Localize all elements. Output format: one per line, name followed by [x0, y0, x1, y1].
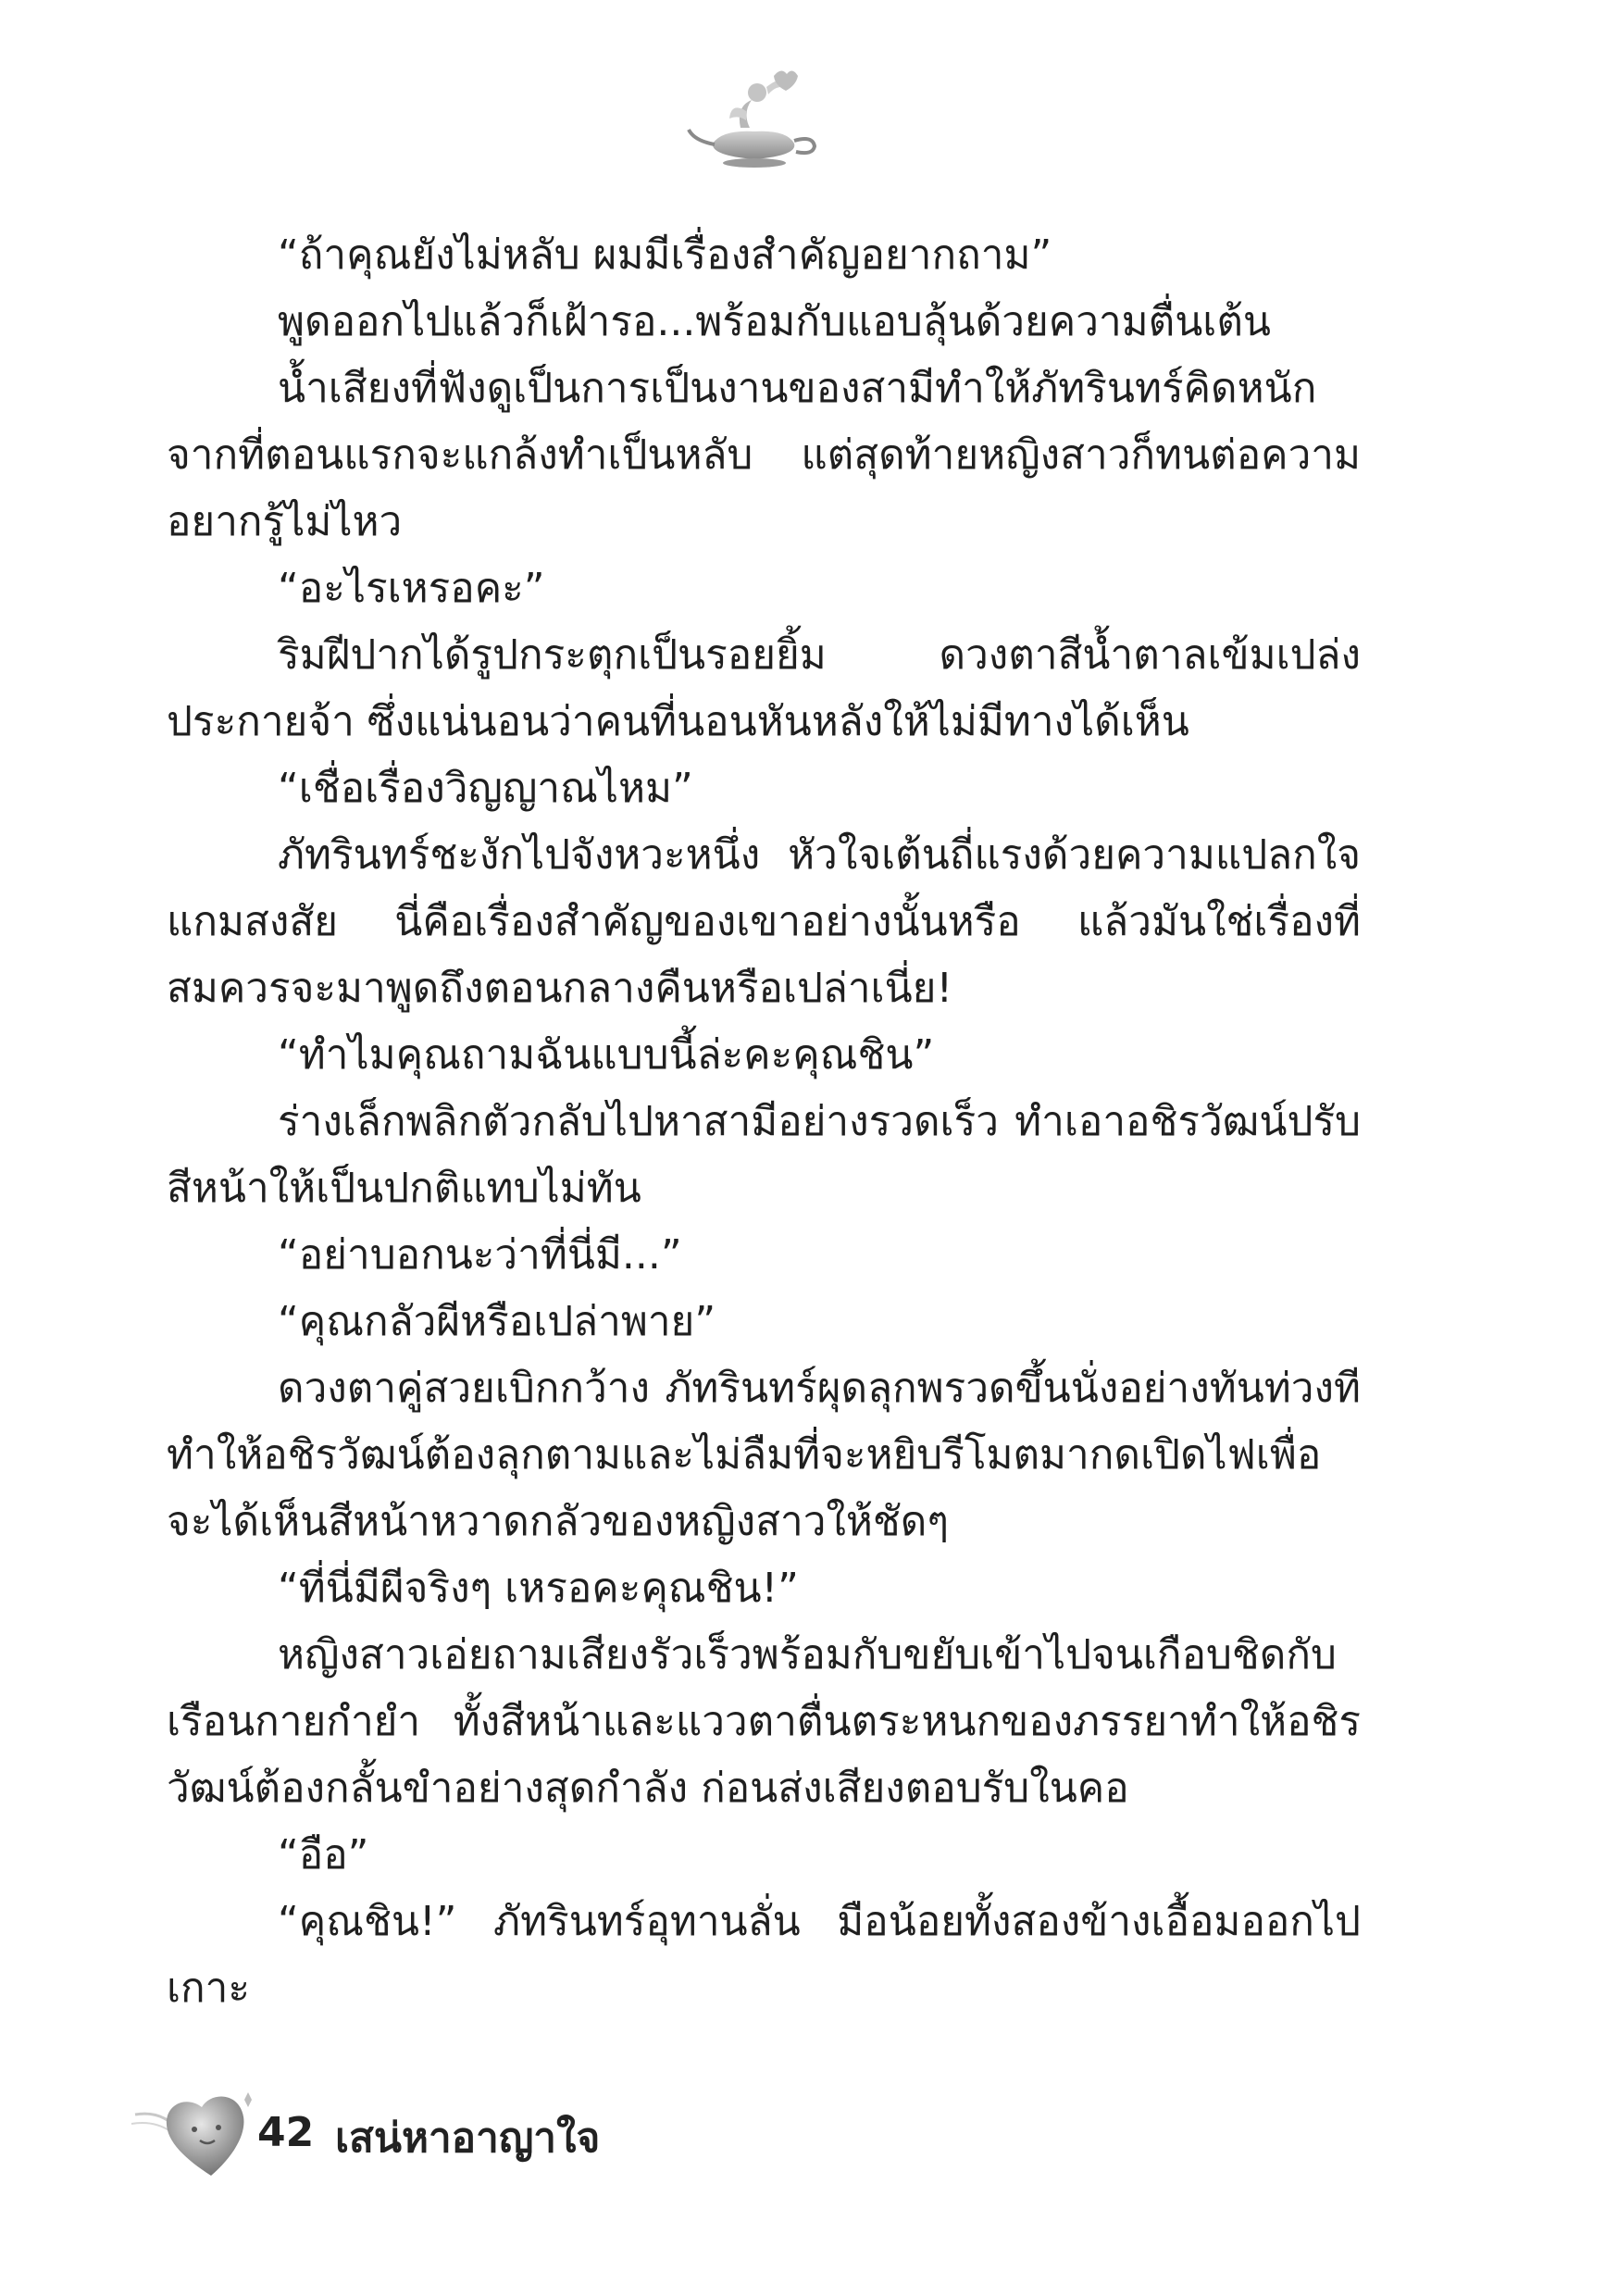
paragraph: “คุณกลัวผีหรือเปล่าพาย”: [278, 1298, 716, 1345]
paragraph: “เชื่อเรื่องวิญญาณไหม”: [278, 765, 693, 812]
paragraph: “อย่าบอกนะว่าที่นี่มี...”: [278, 1231, 682, 1279]
paragraph: “ทำไมคุณถามฉันแบบนี้ล่ะคะคุณชิน”: [278, 1031, 935, 1079]
body-text: [167, 222, 1361, 2022]
page-number: 42: [257, 2109, 315, 2156]
paragraph: หญิงสาวเอ่ยถามเสียงรัวเร็วพร้อมกับขยับเข้าไปจนเกือบชิดกับเรือนกายกำยำ ทั้งสีหน้าและแววตาตื่นตระหนกของภรรยาทำให้อชิรวัฒน์ต้องกลั้นขำอย่างสุดกำลัง ก่อนส่งเสียงตอบรับในคอ: [167, 1631, 1361, 1812]
paragraph: “ถ้าคุณยังไม่หลับ ผมมีเรื่องสำคัญอยากถาม”: [278, 231, 1052, 279]
book-title: เสน่หาอาญาใจ: [335, 2115, 601, 2162]
paragraph: “ที่นี่มีผีจริงๆ เหรอคะคุณชิน!”: [278, 1565, 799, 1612]
paragraph: “คุณชิน!” ภัทรินทร์อุทานลั่น มือน้อยทั้งสองข้างเอื้อมออกไปเกาะ: [167, 1898, 1361, 2012]
paragraph: น้ำเสียงที่ฟังดูเป็นการเป็นงานของสามีทำให้ภัทรินทร์คิดหนัก จากที่ตอนแรกจะแกล้งทำเป็นหลับ แต่สุดท้ายหญิงสาวก็ทนต่อความอยากรู้ไม่ไหว: [167, 365, 1361, 545]
paragraph: ร่างเล็กพลิกตัวกลับไปหาสามีอย่างรวดเร็ว ทำเอาอชิรวัฒน์ปรับสีหน้าให้เป็นปกติแทบไม่ทัน: [167, 1098, 1361, 1212]
paragraph: “อะไรเหรอคะ”: [278, 565, 545, 612]
page-footer: [130, 2083, 778, 2194]
teapot-cupid-ornament-icon: [685, 56, 824, 176]
paragraph: ภัทรินทร์ชะงักไปจังหวะหนึ่ง หัวใจเต้นถี่แรงด้วยความแปลกใจแกมสงสัย นี่คือเรื่องสำคัญของเขาอย่างนั้นหรือ แล้วมันใช่เรื่องที่สมควรจะมาพูดถึงตอนกลางคืนหรือเปล่าเนี่ย!: [167, 831, 1361, 1012]
paragraph: พูดออกไปแล้วก็เฝ้ารอ...พร้อมกับแอบลุ้นด้วยความตื่นเต้น: [278, 298, 1271, 345]
paragraph: “อือ”: [278, 1831, 369, 1878]
paragraph: ดวงตาคู่สวยเบิกกว้าง ภัทรินทร์ผุดลุกพรวดขึ้นนั่งอย่างทันท่วงทีทำให้อชิรวัฒน์ต้องลุกตามและไม่ลืมที่จะหยิบรีโมตมากดเปิดไฟเพื่อจะได้เห็นสีหน้าหวาดกลัวของหญิงสาวให้ชัดๆ: [167, 1365, 1361, 1545]
paragraph: ริมฝีปากได้รูปกระตุกเป็นรอยยิ้ม ดวงตาสีน้ำตาลเข้มเปล่งประกายจ้า ซึ่งแน่นอนว่าคนที่นอนหันหลังให้ไม่มีทางได้เห็น: [167, 631, 1361, 745]
heart-icon: [130, 2083, 268, 2185]
